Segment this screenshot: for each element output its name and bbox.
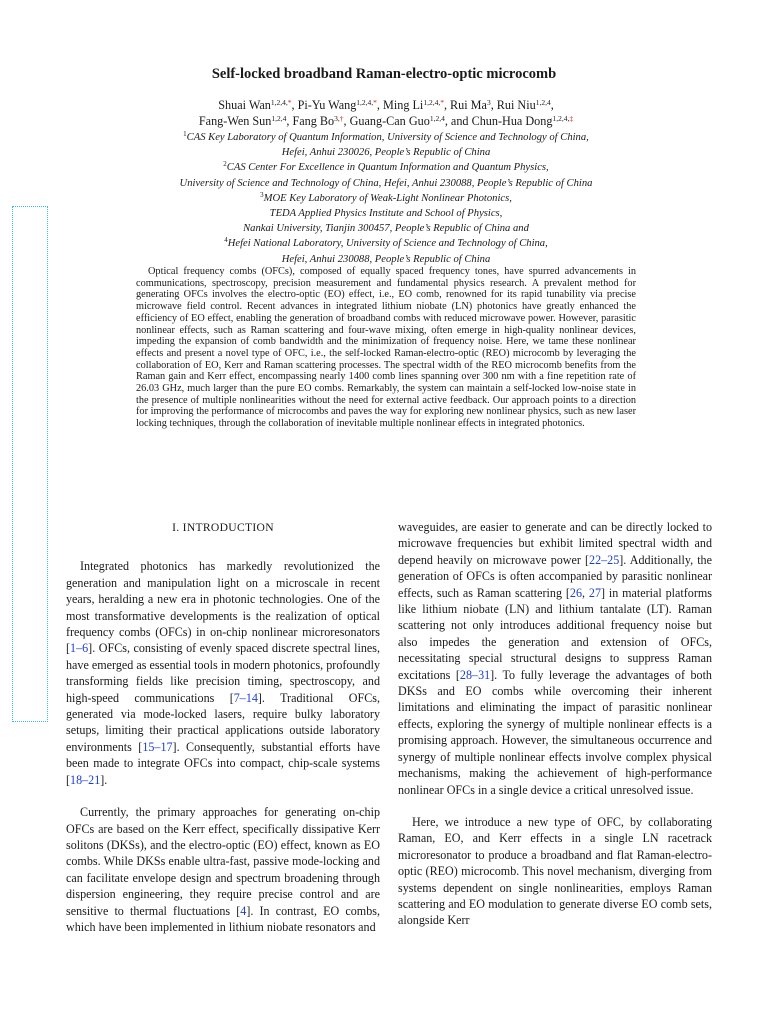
citation-link[interactable]: 28–31 [459, 667, 491, 682]
citation-link[interactable]: 15–17 [142, 739, 173, 754]
affiliation-list [96, 130, 676, 267]
body-paragraph: Currently, the primary approaches for generating on-chip OFCs are based on the Kerr effect, specifically dissipative Kerr solitons (DKSs), and the electro-optic (EO) effect, known as EO combs. While DKSs enable ultra-fast, passive mode-locking and can facilitate envelope design and spectrum broadening through dispersion engineering, they require precise control and are sensitive to thermal fluctuations [4]. In contrast, EO combs, which have been implemented in lithium niobate resonators and [66, 805, 380, 934]
author-footnote-mark[interactable]: * [373, 98, 377, 107]
abstract: Optical frequency combs (OFCs), composed of equally spaced frequency tones, have spurred advancements in communications, spectroscopy, precision measurement and fundamental physics research. A prevalent method for generating OFCs involves the electro-optic (EO) effect, i.e., EO comb, renowned for its rapid tunability via precise microwave field control. Recent advances in integrated lithium niobate (LN) photonics have greatly enhanced the efficiency of EO effect, enabling the generation of broadband combs with reduced microwave power. However, parasitic nonlinear effects, such as Raman scattering and four-wave mixing, often emerge in high-quality nonlinear devices, impeding the expansion of comb bandwidth and the minimization of frequency noise. Here, we tame these nonlinear effects and present a novel type of OFC, i.e., the self-locked Raman-electro-optic (REO) microcomb by leveraging the collaboration of EO, Kerr and Raman scattering processes. The spectral width of the REO microcomb benefits from the Raman gain and Kerr effect, encompassing nearly 1400 comb lines spanning over 300 nm with a fine repetition rate of 26.03 GHz, much larger than the pure EO combs. Remarkably, the system can maintain a self-locked low-noise state in the presence of multiple nonlinearities without the need for external active feedback. Our approach points to a direction for improving the performance of microcombs and paves the way for exploring new nonlinear physics, such as new laser locking techniques, through the collaboration of inevitable multiple nonlinear effects in integrated photonics. [136, 266, 636, 430]
author-affiliation-number: 3,† [334, 114, 344, 123]
author-affiliation-number: 1,2,4,* [356, 98, 377, 107]
affiliation-line: Hefei, Anhui 230088, People’s Republic of China [281, 253, 491, 265]
body-paragraph: Integrated photonics has markedly revolutionized the generation and manipulation light on a microscale in recent years, heralding a new era in photonic technologies. One of the most transformative developments is the realization of optical frequency combs (OFCs) in on-chip nonlinear microresonators [1–6]. OFCs, consisting of evenly spaced discrete spectral lines, have emerged as essential tools in modern photonics, profoundly transforming fields like precision timing, spectroscopy, and high-speed communications [7–14]. Traditional OFCs, generated via mode-locked lasers, require bulky laboratory setups, limiting their practical applications outside laboratory environments [15–17]. Consequently, substantial efforts have been made to integrate OFCs into compact, chip-scale systems [18–21]. [66, 559, 381, 787]
affiliation-line: $^4$Hefei National Laboratory, University of Science and Technology of China, [224, 236, 548, 250]
affiliation-line: $^1$CAS Key Laboratory of Quantum Information, University of Science and Technology of China, [183, 130, 589, 143]
affiliation-line: TEDA Applied Physics Institute and School of Physics, [269, 208, 503, 220]
author: Rui Niu$^{1,2,4}$ [496, 98, 551, 112]
author: Fang-Wen Sun$^{1,2,4}$ [198, 114, 287, 128]
author-affiliation-number: 1,2,4,* [270, 98, 292, 107]
left-column [66, 520, 380, 935]
author: Guang-Can Guo$^{1,2,4}$ [349, 114, 445, 128]
author-affiliation-number: 1,2,4 [271, 114, 287, 123]
author: Fang $Bo^{3,\dagger}$ [292, 114, 344, 128]
body-paragraph: Here, we introduce a new type of OFC, by collaborating Raman, EO, and Kerr effects in a single LN racetrack microresonator to produce a broadband and flat Raman-electro-optic (REO) microcomb. This novel mechanism, diverging from systems dependent on single nonlinearities, employs Raman scattering and EO modulation to generate diverse EO comb sets, alongside Kerr [398, 814, 712, 928]
author-affiliation-number: 1,2,4 [535, 98, 551, 107]
citation-link[interactable]: 26 [569, 585, 582, 600]
author-affiliation-number: 3 [486, 98, 491, 107]
paper-title: Self-locked broadband Raman-electro-optic microcomb [211, 66, 557, 82]
right-column [398, 519, 712, 929]
affiliation-line: University of Science and Technology of China, Hefei, Anhui 230088, People’s Republic of China [179, 177, 593, 189]
author: Ming $Li^{1,2,4,*}$ [383, 98, 444, 112]
citation-link[interactable]: 1–6 [70, 641, 89, 656]
arxiv-sidebar-stamp [12, 206, 48, 722]
author-footnote-mark[interactable]: ‡ [569, 114, 574, 123]
author-footnote-mark[interactable]: * [440, 98, 444, 107]
citation-link[interactable]: 27 [588, 585, 601, 600]
affiliation-line: Nankai University, Tianjin 300457, People’s Republic of China and [243, 223, 529, 235]
citation-link[interactable]: 4 [240, 903, 247, 918]
author-affiliation-number: 1,2,4,‡ [552, 114, 574, 123]
affiliation-line: $^2$CAS Center For Excellence in Quantum Information and Quantum Physics, [223, 160, 549, 174]
citation-link[interactable]: 7–14 [233, 690, 258, 705]
author-list: Shuai Wan$^{1,2,4,*}$, Pi-Yu Wang$^{1,2,4,*}$, Ming $Li^{1,2,4,*}$, Rui Ma$^3$, Rui Niu$^{1,2,4}$, Fang-Wen Sun$^{1,2,4}$, Fang $Bo^{3,\dagger}$, Guang-Can Guo$^{1,2,4}$, and Chun-Hua Dong$^{1,2,4,\ddagger}$ [198, 98, 574, 128]
author: Shuai Wan$^{1,2,4,*}$ [218, 98, 292, 112]
citation-link[interactable]: 18–21 [70, 772, 101, 787]
affiliation-line: $^3$MOE Key Laboratory of Weak-Light Nonlinear Photonics, [260, 190, 512, 204]
section-heading: I. INTRODUCTION [172, 521, 274, 534]
author: Rui Ma$^3$ [450, 98, 491, 112]
author-affiliation-number: 1,2,4 [429, 114, 445, 123]
author-affiliation-number: 1,2,4,* [423, 98, 444, 107]
author-footnote-mark[interactable]: † [339, 114, 344, 123]
affiliation-line: Hefei, Anhui 230026, People’s Republic of China [281, 147, 491, 159]
citation-link[interactable]: 22–25 [589, 552, 620, 567]
author: Chun-Hua Dong$^{1,2,4,\ddagger}$ [471, 114, 574, 128]
body-paragraph: waveguides, are easier to generate and can be directly locked to microwave frequencies but exhibit limited spectral width and depend heavily on microwave power [22–25]. Additionally, the generation of OFCs is often accompanied by parasitic nonlinear effects, such as Raman scattering [26, 27] in material platforms like lithium niobate (LN) and lithium tantalate (LT). Raman scattering not only introduces additional frequency noise but also impedes the generation and extension of OFCs, necessitating special structural designs to suppress Raman excitations [28–31]. To fully leverage the advantages of both DKSs and EO combs while overcoming their inherent limitations and eliminating the impact of parasitic nonlinear effects, exploring the synergy of multiple nonlinear effects is a promising approach. However, the simultaneous occurrence and synergy of multiple nonlinear effects involve complex physical mechanisms, making the achievement of high-performance nonlinear OFCs in a single device a critical unresolved issue. [398, 520, 712, 797]
author: Pi-Yu Wang$^{1,2,4,*}$ [297, 98, 377, 112]
author-footnote-mark[interactable]: * [287, 98, 292, 107]
